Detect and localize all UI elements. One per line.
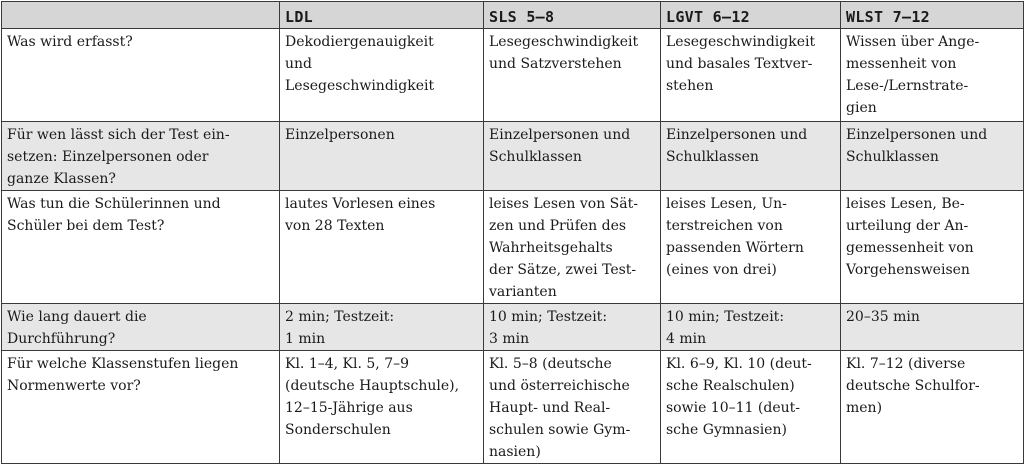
lgvt-cell: Lesegeschwindigkeit und basales Textver- stehen bbox=[661, 29, 841, 122]
table-row bbox=[2, 29, 1024, 122]
sls-cell: leises Lesen von Sät- zen und Prüfen des Wahrheitsgehalts der Sätze, zwei Test- varianten bbox=[484, 191, 661, 304]
table-row bbox=[2, 191, 1024, 304]
wlst-cell: leises Lesen, Be- urteilung der An- gemessenheit von Vorgehensweisen bbox=[841, 191, 1024, 304]
ldl-cell: Dekodiergenauigkeit und Lesegeschwindigkeit bbox=[280, 29, 484, 122]
wlst-cell: 20–35 min bbox=[841, 304, 1024, 351]
table-row bbox=[2, 304, 1024, 351]
sls-cell: Einzelpersonen und Schulklassen bbox=[484, 122, 661, 191]
sls-cell: Kl. 5–8 (deutsche und österreichische Haupt- und Real- schulen sowie Gym- nasien) bbox=[484, 351, 661, 464]
table-header-row bbox=[2, 2, 1024, 29]
header-lgvt: LGVT 6–12 bbox=[661, 2, 841, 29]
lgvt-cell: leises Lesen, Un- terstreichen von passenden Wörtern (eines von drei) bbox=[661, 191, 841, 304]
wlst-cell: Wissen über Ange- messenheit von Lese-/Lernstrate- gien bbox=[841, 29, 1024, 122]
header-wlst: WLST 7–12 bbox=[841, 2, 1024, 29]
wlst-cell: Einzelpersonen und Schulklassen bbox=[841, 122, 1024, 191]
ldl-cell: 2 min; Testzeit: 1 min bbox=[280, 304, 484, 351]
ldl-cell: lautes Vorlesen eines von 28 Texten bbox=[280, 191, 484, 304]
header-ldl: LDL bbox=[280, 2, 484, 29]
ldl-cell: Einzelpersonen bbox=[280, 122, 484, 191]
comparison-table bbox=[1, 1, 1024, 464]
header-empty-cell bbox=[2, 2, 280, 29]
row-question-cell: Was wird erfasst? bbox=[2, 29, 280, 122]
table-row bbox=[2, 122, 1024, 191]
wlst-cell: Kl. 7–12 (diverse deutsche Schulfor- men) bbox=[841, 351, 1024, 464]
ldl-cell: Kl. 1–4, Kl. 5, 7–9 (deutsche Hauptschule), 12–15-Jährige aus Sonderschulen bbox=[280, 351, 484, 464]
lgvt-cell: Kl. 6–9, Kl. 10 (deut- sche Realschulen) sowie 10–11 (deut- sche Gymnasien) bbox=[661, 351, 841, 464]
row-question-cell: Für welche Klassenstufen liegen Normenwerte vor? bbox=[2, 351, 280, 464]
header-sls: SLS 5–8 bbox=[484, 2, 661, 29]
row-question-cell: Wie lang dauert die Durchführung? bbox=[2, 304, 280, 351]
sls-cell: Lesegeschwindigkeit und Satzverstehen bbox=[484, 29, 661, 122]
lgvt-cell: 10 min; Testzeit: 4 min bbox=[661, 304, 841, 351]
sls-cell: 10 min; Testzeit: 3 min bbox=[484, 304, 661, 351]
lgvt-cell: Einzelpersonen und Schulklassen bbox=[661, 122, 841, 191]
table-row bbox=[2, 351, 1024, 464]
row-question-cell: Was tun die Schülerinnen und Schüler bei dem Test? bbox=[2, 191, 280, 304]
row-question-cell: Für wen lässt sich der Test ein- setzen: Einzelpersonen oder ganze Klassen? bbox=[2, 122, 280, 191]
